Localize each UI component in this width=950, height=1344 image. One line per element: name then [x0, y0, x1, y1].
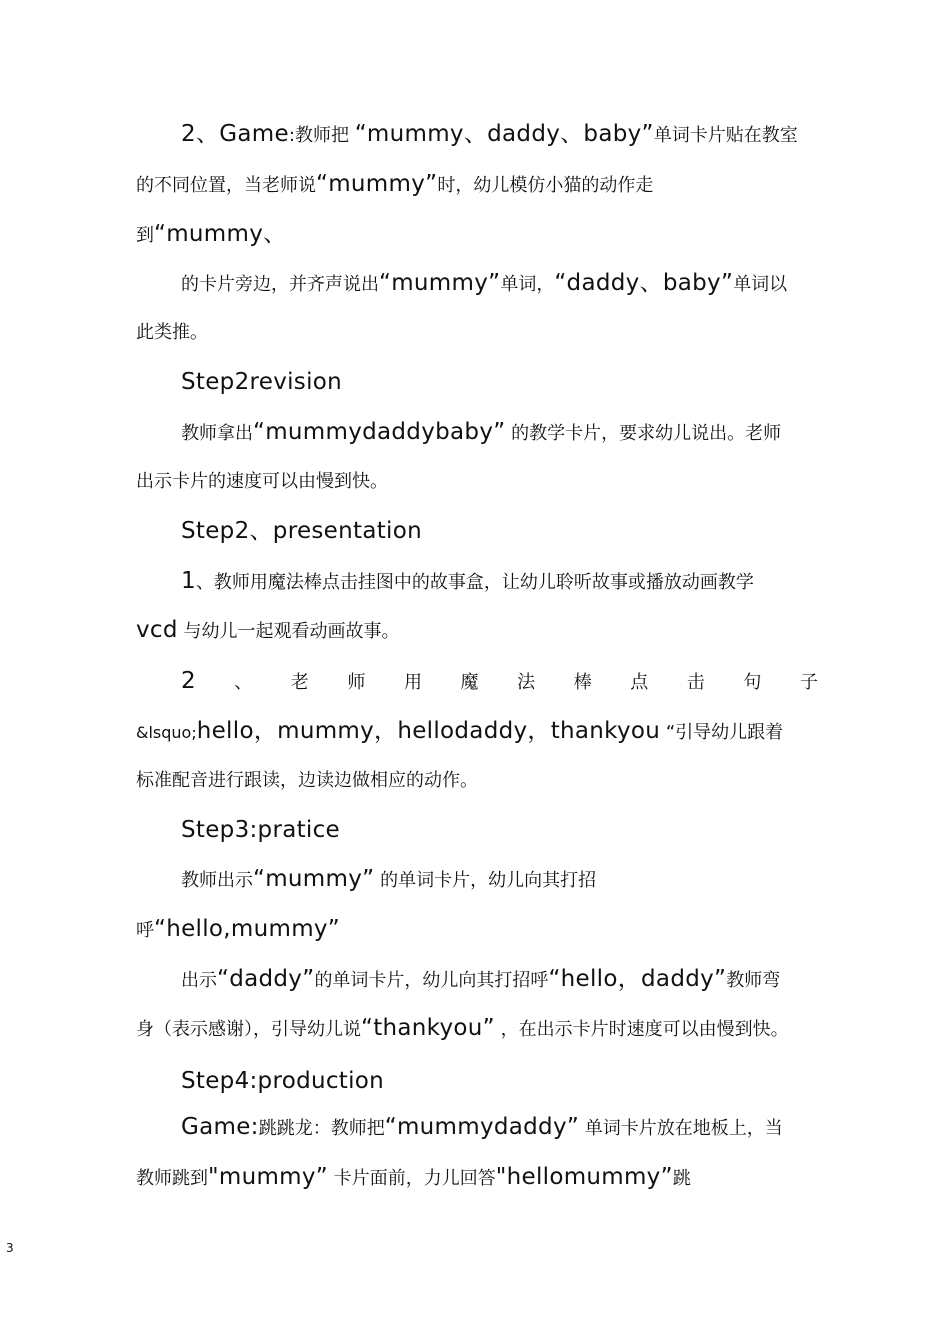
text-run: 的单词卡片，幼儿向其打招: [374, 870, 597, 891]
text-run: “mummy”: [379, 270, 501, 296]
text-line-16: [181, 864, 596, 894]
text-run: 出示: [181, 970, 217, 991]
text-line-4: [181, 268, 787, 298]
text-run: “hello，daddy”: [548, 966, 727, 992]
text-run: &lsquo;: [136, 723, 197, 742]
text-run: 的不同位置，当老师说: [136, 175, 316, 196]
text-run: 单词，: [500, 274, 555, 295]
text-run: 单词以: [733, 274, 788, 295]
text-run: 的单词卡片，幼儿向其打招呼: [314, 970, 549, 991]
text-run: 卡片面前，力儿回答: [328, 1168, 496, 1189]
text-run: 单词卡片放在地板上，当: [579, 1118, 783, 1139]
text-line-20: [181, 1066, 384, 1096]
text-run: 击: [686, 672, 705, 693]
text-line-3: [136, 219, 286, 249]
text-run: "mummy”: [208, 1164, 328, 1190]
text-line-12: [181, 666, 818, 696]
text-line-17: [136, 914, 340, 944]
text-run: 身（表示感谢），引导幼儿说: [136, 1019, 361, 1040]
text-run: 出示卡片的速度可以由慢到快。: [136, 471, 388, 492]
text-run: 教师跳到: [136, 1168, 208, 1189]
text-line-7: [181, 417, 781, 447]
text-run: 魔: [460, 672, 479, 693]
text-run: 教师弯: [726, 970, 781, 991]
text-run: 用: [403, 672, 422, 693]
text-run: “mummydaddy”: [384, 1114, 580, 1140]
text-line-14: [136, 766, 478, 796]
text-line-19: [136, 1013, 789, 1043]
text-run: 2、Game: [181, 121, 289, 147]
text-run: 、教师用魔法棒点击挂图中的故事盒，让幼儿聆听故事或播放动画教学: [195, 572, 754, 593]
text-run: 点: [630, 672, 649, 693]
text-run: “mummydaddybaby”: [253, 419, 506, 445]
text-run: 与幼儿一起观看动画故事。: [177, 621, 400, 642]
text-run: Step2、presentation: [181, 518, 422, 544]
text-run: ，在出示卡片时速度可以由慢到快。: [494, 1019, 789, 1040]
page-number: 3: [6, 1241, 14, 1255]
text-line-18: [181, 964, 780, 994]
text-line-5: [136, 318, 208, 348]
text-run: 单词卡片贴在教室: [653, 125, 798, 146]
text-line-8: [136, 467, 388, 497]
text-run: “mummy、: [154, 221, 287, 247]
text-run: 此类推。: [136, 322, 208, 343]
text-line-2: [136, 169, 653, 199]
text-line-11: [136, 615, 400, 645]
text-run: 跳跳龙：: [258, 1118, 331, 1139]
text-run: 标准配音进行跟读，边读边做相应的动作。: [136, 770, 478, 791]
text-run: Step3:pratice: [181, 817, 341, 843]
text-run: "hellomummy”: [495, 1164, 673, 1190]
text-run: Step2revision: [181, 369, 343, 395]
text-run: 时，幼儿模仿小猫的动作走: [437, 175, 654, 196]
text-line-15: [181, 815, 340, 845]
text-run: 的教学卡片，要求幼儿说出。老师: [505, 423, 782, 444]
text-run: “hello,mummy”: [154, 916, 341, 942]
text-run: “daddy”: [217, 966, 315, 992]
text-line-1: [181, 119, 798, 149]
text-run: 2: [181, 668, 196, 694]
text-run: 教师把: [330, 1118, 385, 1139]
text-run: “thankyou”: [361, 1015, 495, 1041]
text-line-9: [181, 516, 422, 546]
text-run: “daddy、baby”: [554, 270, 734, 296]
text-run: 到: [136, 225, 154, 246]
text-run: 子: [800, 672, 818, 693]
text-run: Game:: [181, 1114, 259, 1140]
text-line-10: [181, 566, 754, 596]
text-run: 呼: [136, 920, 154, 941]
text-run: “mummy”: [253, 866, 375, 892]
text-line-22: [136, 1162, 691, 1192]
text-run: 法: [517, 672, 536, 693]
text-run: 句: [743, 672, 762, 693]
text-run: 1: [181, 568, 196, 594]
text-run: 教师出示: [181, 870, 253, 891]
text-line-13: [136, 716, 783, 746]
text-run: :教师把: [288, 125, 355, 146]
text-run: Step4:production: [181, 1068, 385, 1094]
text-run: vcd: [136, 617, 178, 643]
text-run: “mummy”: [316, 171, 438, 197]
text-line-21: [181, 1112, 783, 1142]
text-run: 、: [234, 672, 253, 693]
text-run: 教师拿出: [181, 423, 253, 444]
text-run: hello，mummy，hellodaddy，thankyou: [196, 718, 661, 744]
text-run: 师: [347, 672, 366, 693]
text-run: 棒: [573, 672, 592, 693]
text-run: 老: [290, 672, 309, 693]
text-run: 跳: [672, 1168, 691, 1189]
text-run: “mummy、daddy、baby”: [354, 121, 654, 147]
text-line-6: [181, 367, 342, 397]
text-run: 的卡片旁边，并齐声说出: [181, 274, 379, 295]
text-run: “引导幼儿跟着: [660, 722, 784, 743]
